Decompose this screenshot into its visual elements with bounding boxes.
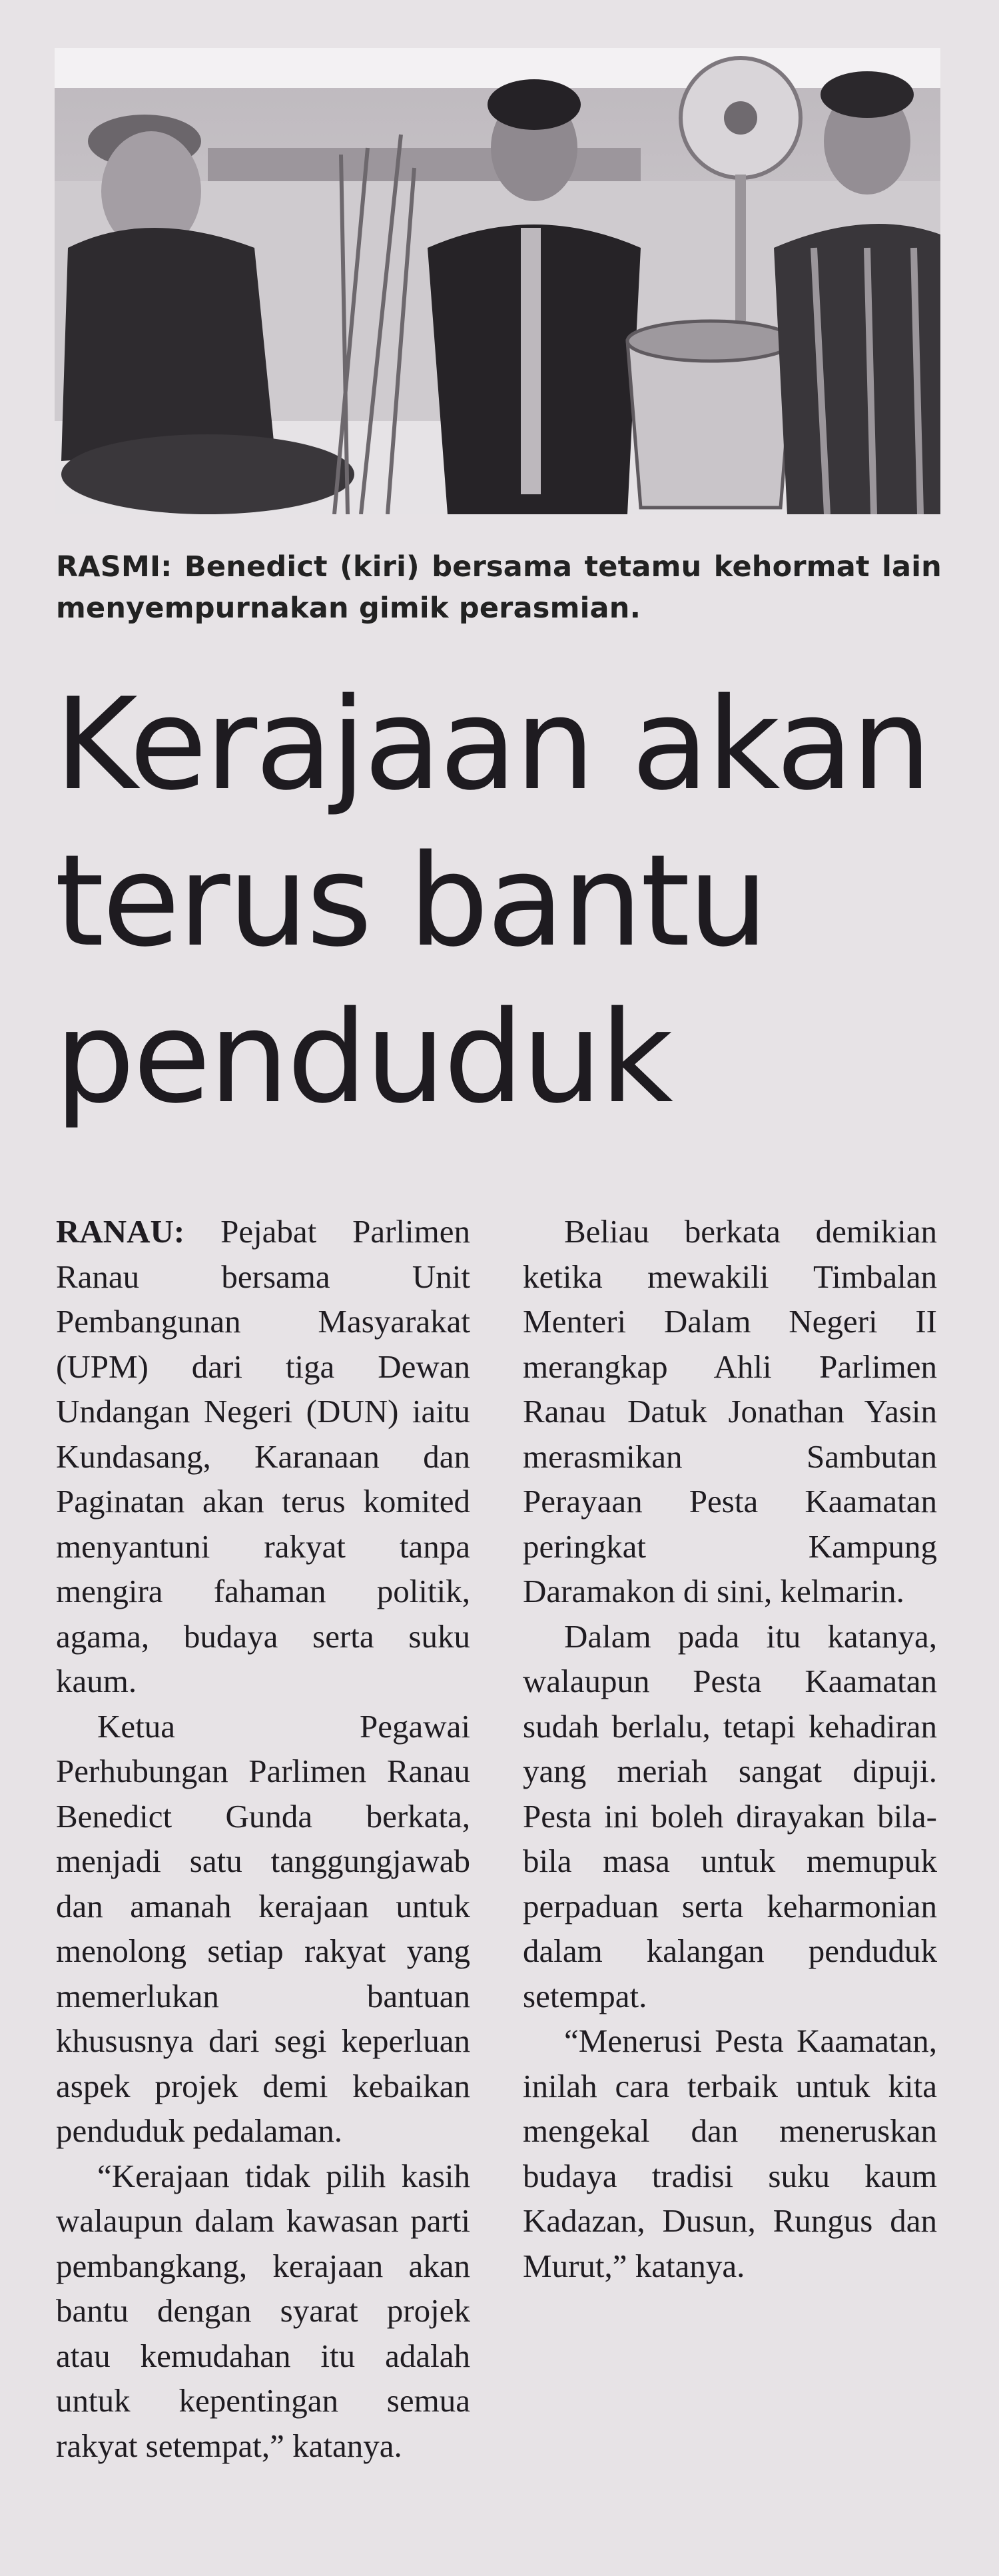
caption-text: Benedict (kiri) bersama tetamu kehormat lain menyempurnakan gimik perasmian. <box>56 550 942 625</box>
article-paragraph: “Kerajaan tidak pilih kasih walaupun dalam kawasan parti pembangkang, kerajaan akan bantu dengan syarat projek atau kemudahan itu adalah untuk kepentingan semua rakyat setempat,” katanya. <box>56 2157 470 2464</box>
headline-line-3: penduduk <box>55 984 671 1131</box>
dateline: RANAU: <box>56 1213 185 1250</box>
ceremony-photo-image <box>55 48 940 514</box>
article-paragraph <box>56 1209 470 1704</box>
article-paragraph: Beliau berkata demikian ketika mewakili Timbalan Menteri Dalam Negeri II merangkap Ahli Parlimen Ranau Datuk Jonathan Yasin merasmikan Sambutan Perayaan Pesta Kaamatan peringkat Kampung Daramakon di sini, kelmarin. <box>523 1213 937 1609</box>
article-paragraph: Ketua Pegawai Perhubungan Parlimen Ranau Benedict Gunda berkata, menjadi satu tanggungjawab dan amanah kerajaan untuk menolong setiap rakyat yang memerlukan bantuan khususnya dari segi keperluan aspek projek demi kebaikan penduduk pedalaman. <box>56 1707 470 2149</box>
article-paragraph: Dalam pada itu katanya, walaupun Pesta Kaamatan sudah berlalu, tetapi kehadiran yang meriah sangat dipuji. Pesta ini boleh dirayakan bila-bila masa untuk memupuk perpaduan serta keharmonian dalam kalangan penduduk setempat. <box>523 1617 937 2014</box>
headline-line-2: terus bantu <box>55 827 767 975</box>
article-column-left <box>56 1209 470 2468</box>
news-photo <box>55 48 940 514</box>
caption-label: RASMI: <box>56 550 172 584</box>
photo-caption <box>56 546 942 629</box>
paragraph-text: Pejabat Parlimen Ranau bersama Unit Pembangunan Masyarakat (UPM) dari tiga Dewan Undangan Negeri (DUN) iaitu Kundasang, Karanaan dan Paginatan akan terus komited menyantuni rakyat tanpa mengira fahaman politik, agama, budaya serta suku kaum. <box>56 1213 470 1699</box>
headline <box>55 666 967 1136</box>
headline-line-1: Kerajaan akan <box>55 671 930 818</box>
article-paragraph: “Menerusi Pesta Kaamatan, inilah cara terbaik untuk kita mengekal dan meneruskan budaya tradisi suku kaum Kadazan, Dusun, Rungus dan Murut,” katanya. <box>523 2022 937 2284</box>
article-column-right <box>523 1209 937 2288</box>
